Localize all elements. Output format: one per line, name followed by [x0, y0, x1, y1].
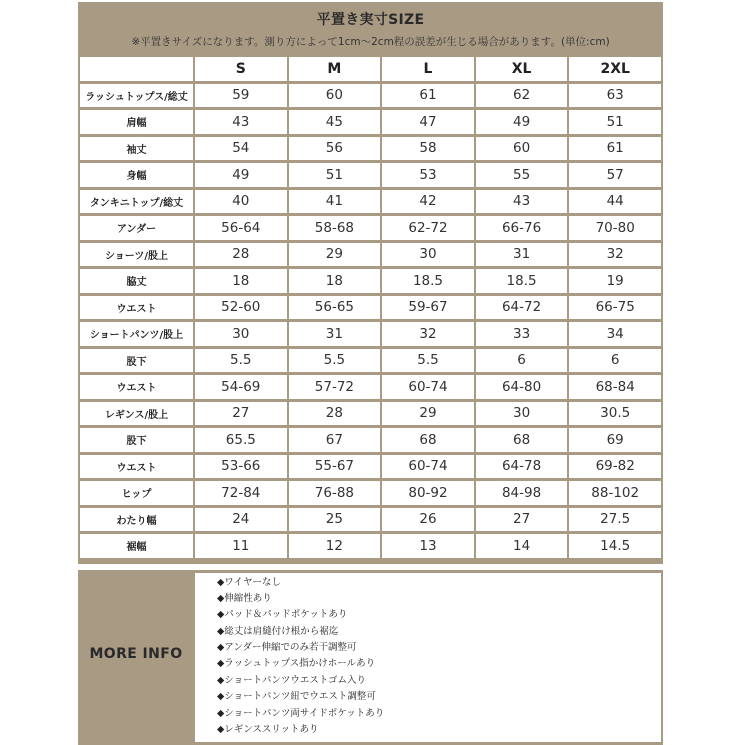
- measurement-cell: 5.5: [382, 349, 474, 373]
- measurement-cell: 34: [569, 322, 661, 346]
- measurement-cell: 59: [195, 84, 287, 108]
- info-item: ◆総丈は肩縫付け根から裾迄: [217, 625, 339, 637]
- row-label: 股下: [80, 349, 193, 373]
- corner-cell: [80, 57, 193, 81]
- measurement-cell: 56: [289, 137, 381, 161]
- measurement-cell: 32: [382, 322, 474, 346]
- measurement-cell: 64-80: [476, 375, 568, 399]
- table-row: [80, 137, 661, 161]
- row-label: ウエスト: [80, 455, 193, 479]
- info-item: ◆ラッシュトップス指かけホールあり: [217, 658, 376, 670]
- measurement-cell: 30: [382, 243, 474, 267]
- info-item: ◆パッド＆パッドポケットあり: [217, 609, 348, 621]
- measurement-cell: 42: [382, 190, 474, 214]
- measurement-cell: 5.5: [289, 349, 381, 373]
- measurement-cell: 66-76: [476, 216, 568, 240]
- measurement-cell: 43: [476, 190, 568, 214]
- measurement-cell: 69: [569, 428, 661, 452]
- table-row: [80, 216, 661, 240]
- more-info-label: MORE INFO: [89, 645, 183, 662]
- measurement-cell: 53: [382, 163, 474, 187]
- measurement-cell: 27: [195, 402, 287, 426]
- measurement-cell: 33: [476, 322, 568, 346]
- measurement-cell: 56-65: [289, 296, 381, 320]
- table-row: [80, 508, 661, 532]
- row-label: わたり幅: [80, 508, 193, 532]
- measurement-cell: 54-69: [195, 375, 287, 399]
- table-row: [80, 534, 661, 558]
- row-label: ウエスト: [80, 375, 193, 399]
- info-item: ◆ショートパンツ両サイドポケットあり: [217, 707, 385, 719]
- row-label: ウエスト: [80, 296, 193, 320]
- measurement-cell: 55: [476, 163, 568, 187]
- measurement-cell: 72-84: [195, 481, 287, 505]
- row-label: タンキニトップ/総丈: [80, 190, 193, 214]
- more-info-section: [78, 570, 663, 745]
- measurement-cell: 60-74: [382, 375, 474, 399]
- measurement-cell: 45: [289, 110, 381, 134]
- measurement-cell: 55-67: [289, 455, 381, 479]
- table-row: [80, 375, 661, 399]
- measurement-cell: 57: [569, 163, 661, 187]
- measurement-cell: 88-102: [569, 481, 661, 505]
- table-row: [80, 428, 661, 452]
- measurement-cell: 70-80: [569, 216, 661, 240]
- measurement-cell: 69-82: [569, 455, 661, 479]
- row-label: 脇丈: [80, 269, 193, 293]
- table-row: [80, 455, 661, 479]
- measurement-cell: 64-78: [476, 455, 568, 479]
- size-header-xl: XL: [476, 57, 568, 81]
- size-table-frame: [78, 53, 663, 564]
- measurement-cell: 30: [195, 322, 287, 346]
- measurement-cell: 27.5: [569, 508, 661, 532]
- size-table-body: [80, 84, 661, 558]
- measurement-cell: 58: [382, 137, 474, 161]
- info-item: ◆伸縮性あり: [217, 592, 272, 604]
- info-item: ◆アンダー伸縮でのみ若干調整可: [217, 642, 357, 654]
- measurement-cell: 29: [289, 243, 381, 267]
- measurement-cell: 80-92: [382, 481, 474, 505]
- table-row: [80, 84, 661, 108]
- size-chart: [78, 2, 663, 745]
- table-row: [80, 349, 661, 373]
- measurement-cell: 27: [476, 508, 568, 532]
- measurement-cell: 68-84: [569, 375, 661, 399]
- measurement-cell: 31: [476, 243, 568, 267]
- row-label: 肩幅: [80, 110, 193, 134]
- measurement-cell: 66-75: [569, 296, 661, 320]
- row-label: 股下: [80, 428, 193, 452]
- measurement-cell: 51: [289, 163, 381, 187]
- table-row: [80, 190, 661, 214]
- measurement-cell: 5.5: [195, 349, 287, 373]
- table-row: [80, 296, 661, 320]
- measurement-cell: 47: [382, 110, 474, 134]
- measurement-cell: 68: [476, 428, 568, 452]
- info-item: ◆ショートパンツ紐でウエスト調整可: [217, 691, 376, 703]
- row-label: アンダー: [80, 216, 193, 240]
- measurement-cell: 6: [476, 349, 568, 373]
- row-label: ヒップ: [80, 481, 193, 505]
- table-row: [80, 402, 661, 426]
- table-row: [80, 322, 661, 346]
- size-header-l: L: [382, 57, 474, 81]
- measurement-cell: 25: [289, 508, 381, 532]
- measurement-cell: 57-72: [289, 375, 381, 399]
- measurement-cell: 18: [195, 269, 287, 293]
- measurement-cell: 68: [382, 428, 474, 452]
- info-item: ◆レギンススリットあり: [217, 724, 319, 736]
- measurement-cell: 58-68: [289, 216, 381, 240]
- table-row: [80, 269, 661, 293]
- measurement-cell: 60: [289, 84, 381, 108]
- measurement-cell: 11: [195, 534, 287, 558]
- measurement-cell: 61: [569, 137, 661, 161]
- measurement-cell: 30.5: [569, 402, 661, 426]
- measurement-cell: 28: [289, 402, 381, 426]
- size-header-m: M: [289, 57, 381, 81]
- measurement-cell: 84-98: [476, 481, 568, 505]
- row-label: ラッシュトップス/総丈: [80, 84, 193, 108]
- row-label: レギンス/股上: [80, 402, 193, 426]
- row-label: 袖丈: [80, 137, 193, 161]
- measurement-cell: 32: [569, 243, 661, 267]
- measurement-cell: 44: [569, 190, 661, 214]
- more-info-list: [195, 573, 661, 742]
- measurement-cell: 63: [569, 84, 661, 108]
- measurement-cell: 52-60: [195, 296, 287, 320]
- measurement-cell: 41: [289, 190, 381, 214]
- measurement-cell: 30: [476, 402, 568, 426]
- table-row: [80, 243, 661, 267]
- measurement-cell: 62: [476, 84, 568, 108]
- measurement-cell: 53-66: [195, 455, 287, 479]
- table-row: [80, 481, 661, 505]
- table-row: [80, 110, 661, 134]
- measurement-cell: 29: [382, 402, 474, 426]
- measurement-cell: 31: [289, 322, 381, 346]
- measurement-cell: 13: [382, 534, 474, 558]
- measurement-cell: 76-88: [289, 481, 381, 505]
- measurement-cell: 18: [289, 269, 381, 293]
- size-header-2xl: 2XL: [569, 57, 661, 81]
- measurement-cell: 59-67: [382, 296, 474, 320]
- size-header-s: S: [195, 57, 287, 81]
- measurement-cell: 54: [195, 137, 287, 161]
- measurement-cell: 18.5: [476, 269, 568, 293]
- measurement-cell: 40: [195, 190, 287, 214]
- info-item: ◆ワイヤーなし: [217, 576, 282, 588]
- measurement-cell: 60: [476, 137, 568, 161]
- size-table: [78, 54, 663, 561]
- measurement-cell: 6: [569, 349, 661, 373]
- measurement-cell: 28: [195, 243, 287, 267]
- measurement-cell: 60-74: [382, 455, 474, 479]
- measurement-note: ※平置きサイズになります。測り方によって1cm～2cm程の誤差が生じる場合があります。(単位:cm): [131, 36, 610, 48]
- measurement-cell: 14.5: [569, 534, 661, 558]
- measurement-cell: 49: [476, 110, 568, 134]
- measurement-cell: 67: [289, 428, 381, 452]
- measurement-cell: 61: [382, 84, 474, 108]
- measurement-cell: 49: [195, 163, 287, 187]
- measurement-cell: 19: [569, 269, 661, 293]
- measurement-cell: 62-72: [382, 216, 474, 240]
- measurement-cell: 65.5: [195, 428, 287, 452]
- row-label: ショーツ/股上: [80, 243, 193, 267]
- measurement-cell: 51: [569, 110, 661, 134]
- info-item: ◆ショートパンツウエストゴム入り: [217, 674, 367, 686]
- table-row: [80, 163, 661, 187]
- measurement-cell: 43: [195, 110, 287, 134]
- chart-title: 平置き実寸SIZE: [316, 12, 425, 28]
- measurement-cell: 64-72: [476, 296, 568, 320]
- measurement-cell: 14: [476, 534, 568, 558]
- measurement-cell: 26: [382, 508, 474, 532]
- row-label: 身幅: [80, 163, 193, 187]
- size-header-row: [80, 57, 661, 81]
- measurement-cell: 56-64: [195, 216, 287, 240]
- measurement-cell: 24: [195, 508, 287, 532]
- row-label: 裾幅: [80, 534, 193, 558]
- row-label: ショートパンツ/股上: [80, 322, 193, 346]
- measurement-cell: 18.5: [382, 269, 474, 293]
- measurement-cell: 12: [289, 534, 381, 558]
- size-chart-header: [78, 2, 663, 53]
